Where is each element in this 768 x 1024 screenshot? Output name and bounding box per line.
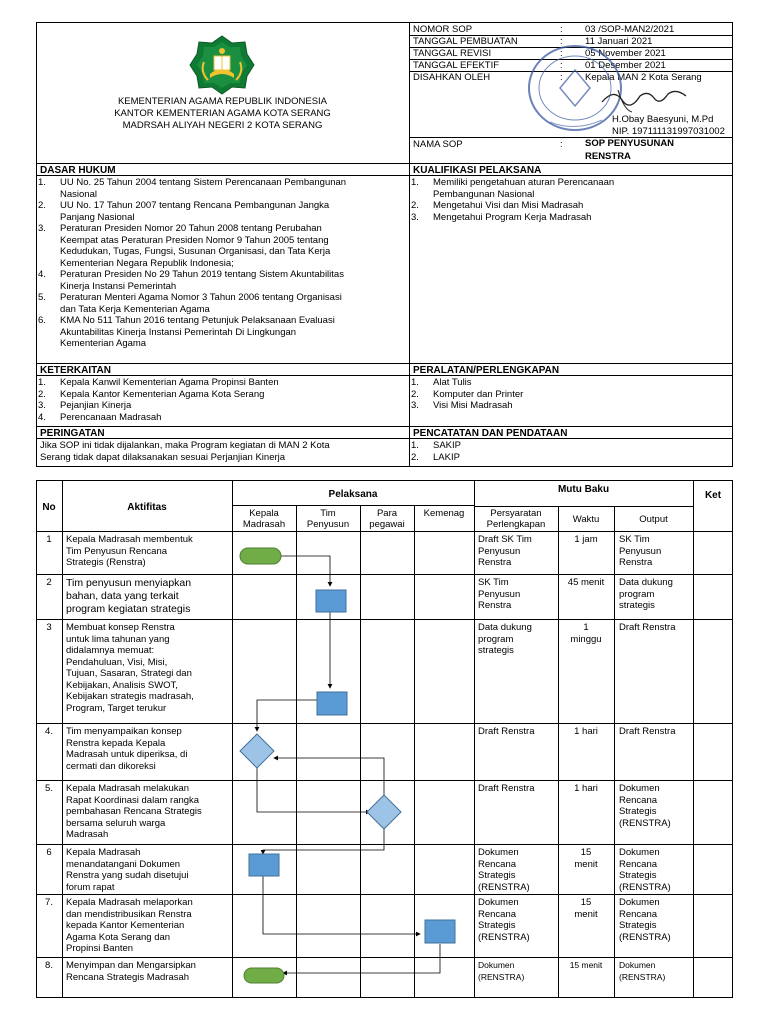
row-persyaratan: [478, 577, 558, 612]
row-persyaratan-line: Strategis: [478, 920, 516, 931]
peralatan-title: PERALATAN/PERLENGKAPAN: [413, 365, 560, 376]
list-item-line: KMA No 511 Tahun 2016 tentang Petunjuk Pelaksanaan Evaluasi: [60, 315, 335, 326]
process-shape-step6: [249, 854, 279, 876]
kualifikasi-title: KUALIFIKASI PELAKSANA: [413, 165, 542, 176]
row-waktu: [558, 897, 614, 920]
list-item-number: 2.: [38, 200, 46, 211]
row-waktu: [558, 783, 614, 795]
row-activity: [66, 960, 230, 983]
list-item-number: 2.: [411, 388, 419, 400]
row-activity: [66, 622, 230, 714]
row-output-line: Strategis: [619, 920, 657, 931]
row-number: 2: [46, 577, 52, 588]
signature: [598, 82, 690, 116]
list-item-number: 4.: [38, 411, 46, 423]
row-persyaratan-line: SK Tim: [478, 577, 509, 588]
list-item-text: LAKIP: [433, 451, 460, 463]
row-number: 3: [46, 622, 52, 633]
peralatan-list: [409, 377, 709, 412]
dasar-hukum-title: DASAR HUKUM: [40, 165, 116, 176]
row-persyaratan: [478, 960, 558, 983]
process-shape-step3: [317, 692, 347, 715]
row-number: 1: [46, 534, 52, 545]
col-header-para-line: pegawai: [369, 519, 405, 530]
row-output-line: Rencana: [619, 858, 658, 870]
row-number: 5.: [45, 783, 53, 794]
row-persyaratan-line: program: [478, 633, 514, 645]
list-item-number: 4.: [38, 269, 46, 280]
list-item-text: Pejanjian Kinerja: [60, 400, 132, 411]
row-persyaratan-line: Rencana: [478, 908, 517, 920]
col-header-para: [360, 508, 414, 530]
row-persyaratan-line: Draft Renstra: [478, 726, 535, 737]
peringatan-line: Serang tidak dapat dilaksanakan sesuai Perjanjian Kinerja: [40, 451, 286, 463]
meta-value-nomor: 03 /SOP-MAN2/2021: [585, 24, 675, 35]
col-header-kepala: [232, 508, 296, 530]
row-activity-line: Tim Penyusun Rencana: [66, 545, 168, 557]
list-item-line: Mengetahui Program Kerja Madrasah: [433, 211, 592, 223]
row-activity-line: Agama Kota Serang dan: [66, 931, 171, 943]
list-item-line: Peraturan Menteri Agama Nomor 3 Tahun 2006 tentang Organisasi: [60, 292, 342, 303]
list-item-text: Kepala Kanwil Kementerian Agama Propinsi Banten: [60, 377, 279, 388]
list-item: [36, 400, 406, 412]
list-item: [36, 223, 406, 269]
row-persyaratan-line: strategis: [478, 645, 514, 656]
col-header-persyaratan-line: Persyaratan: [490, 508, 542, 519]
row-output: [619, 897, 693, 943]
row-output: [619, 847, 693, 893]
row-waktu-line: 1 jam: [574, 534, 598, 545]
row-waktu: [558, 577, 614, 589]
row-activity-line: Madrasah untuk diperiksa, di: [66, 749, 188, 760]
meta-value-disahkan: Kepala MAN 2 Kota Serang: [585, 72, 702, 83]
row-activity-line: Kepala Madrasah: [66, 847, 141, 858]
col-header-output: Output: [639, 514, 668, 525]
row-persyaratan-line: Penyusun: [478, 588, 521, 600]
row-activity-line: Kepala Madrasah melakukan: [66, 783, 190, 794]
list-item-number: 1.: [38, 177, 46, 188]
row-waktu-line: menit: [574, 908, 598, 920]
row-activity: [66, 534, 230, 569]
list-item-text: SAKIP: [433, 440, 461, 451]
list-item: [36, 377, 406, 389]
dasar-hukum-list: [36, 177, 406, 350]
row-waktu: [558, 960, 614, 972]
row-output-line: (RENSTRA): [619, 817, 671, 829]
col-header-kemenag: Kemenag: [423, 508, 465, 519]
col-header-kepala-line: Madrasah: [242, 519, 286, 530]
row-activity-line: program kegiatan strategis: [66, 603, 191, 615]
row-activity-line: Kepala Madrasah membentuk: [66, 534, 193, 545]
row-output-line: Dokumen: [619, 847, 660, 858]
row-waktu-line: 15: [580, 897, 592, 908]
row-persyaratan-line: (RENSTRA): [478, 881, 530, 893]
row-activity-line: pembahasan Rencana Strategis: [66, 806, 202, 817]
list-item: [409, 212, 659, 224]
list-item-number: 1.: [411, 440, 419, 451]
row-waktu: [558, 622, 614, 645]
col-header-pelaksana: Pelaksana: [328, 489, 378, 500]
row-waktu: [558, 534, 614, 546]
row-waktu-line: 15 menit: [569, 960, 603, 970]
row-activity-line: bahan, data yang terkait: [66, 590, 179, 602]
row-activity-line: Madrasah: [66, 829, 109, 840]
list-item-line: Pembangunan Nasional: [433, 188, 535, 200]
list-item-number: 3.: [411, 211, 419, 223]
row-output: [619, 960, 693, 983]
meta-sep: :: [560, 72, 563, 83]
list-item: [36, 200, 406, 223]
list-item: [36, 177, 406, 200]
list-item-line: Nasional: [60, 188, 97, 200]
row-activity-line: Tim penyusun menyiapkan: [66, 577, 192, 589]
row-waktu-line: 45 menit: [567, 577, 605, 588]
list-item: [36, 315, 406, 350]
row-persyaratan: [478, 783, 558, 795]
list-item-text: Kepala Kantor Kementerian Agama Kota Serang: [60, 388, 265, 400]
keterkaitan-list: [36, 377, 406, 423]
row-activity-line: menandatangani Dokumen: [66, 858, 181, 870]
list-item-line: Memiliki pengetahuan aturan Perencanaan: [433, 177, 615, 188]
list-item-text: Alat Tulis: [433, 377, 472, 388]
list-item-line: Panjang Nasional: [60, 211, 135, 223]
list-item-line: Mengetahui Visi dan Misi Madrasah: [433, 200, 584, 211]
row-output-line: Dokumen: [619, 897, 660, 908]
col-header-tim-line: Penyusun: [306, 519, 350, 530]
row-output-line: (RENSTRA): [619, 971, 666, 982]
row-activity-line: Rapat Koordinasi dalam rangka: [66, 794, 200, 806]
row-activity-line: Kepala Madrasah melaporkan: [66, 897, 193, 908]
list-item-line: Kementerian Agama: [60, 338, 147, 349]
list-item-text: Komputer dan Printer: [433, 388, 524, 400]
meta-label-efektif: TANGGAL EFEKTIF: [413, 60, 500, 71]
row-activity-line: Program, Target terukur: [66, 702, 167, 714]
row-persyaratan-line: Dokumen: [478, 847, 519, 858]
nama-sop-value-1: SOP PENYUSUNAN: [585, 138, 675, 149]
list-item-line: Peraturan Presiden Nomor 20 Tahun 2008 tentang Perubahan: [60, 223, 322, 234]
col-header-waktu: Waktu: [572, 514, 600, 525]
list-item-line: Kinerja Instansi Pemerintah: [60, 280, 177, 292]
row-output-line: (RENSTRA): [619, 881, 671, 893]
list-item-number: 3.: [38, 400, 46, 411]
col-header-kepala-line: Kepala: [249, 508, 279, 519]
process-shape-step2: [316, 590, 346, 612]
list-item: [409, 400, 709, 412]
list-item-number: 3.: [411, 400, 419, 411]
col-header-mutu: Mutu Baku: [557, 484, 610, 495]
list-item: [409, 177, 659, 200]
col-header-persyaratan-line: Perlengkapan: [486, 519, 546, 530]
decision-shape-step5: [367, 795, 401, 829]
row-persyaratan-line: Draft SK Tim: [478, 534, 532, 545]
list-item-text: Visi Misi Madrasah: [433, 400, 513, 411]
row-output-line: Strategis: [619, 870, 657, 881]
row-persyaratan-line: Renstra: [478, 557, 512, 568]
list-item-number: 2.: [411, 451, 419, 463]
org-line-school: MADRSAH ALIYAH NEGERI 2 KOTA SERANG: [122, 120, 323, 131]
meta-label-nomor: NOMOR SOP: [413, 24, 473, 35]
row-output-line: (RENSTRA): [619, 931, 671, 943]
row-activity-line: Tim menyampaikan konsep: [66, 726, 182, 737]
list-item-line: dan Tata Kerja Kementerian Agama: [60, 303, 210, 315]
row-number: 4.: [45, 726, 53, 737]
row-waktu-line: 1: [583, 622, 589, 633]
list-item-number: 2.: [411, 200, 419, 211]
row-activity-line: Pendahuluan, Visi, Misi,: [66, 656, 168, 668]
row-output: [619, 783, 693, 829]
list-item-number: 5.: [38, 292, 46, 303]
row-waktu-line: 1 hari: [574, 726, 598, 737]
row-persyaratan-line: Rencana: [478, 858, 517, 870]
terminal-start-shape: [240, 548, 281, 564]
row-activity-line: Propinsi Banten: [66, 943, 134, 954]
decision-shape-step4: [240, 734, 274, 768]
col-header-para-line: Para: [376, 508, 398, 519]
meta-label-revisi: TANGGAL REVISI: [413, 48, 492, 59]
row-persyaratan-line: (RENSTRA): [478, 971, 525, 982]
row-activity-line: Renstra yang sudah disetujui: [66, 870, 189, 881]
list-item-number: 6.: [38, 315, 46, 326]
row-activity-line: cermati dan dikoreksi: [66, 760, 156, 772]
list-item: [36, 389, 406, 401]
row-activity-line: bersama seluruh warga: [66, 817, 166, 829]
terminal-end-shape: [244, 968, 284, 983]
keterkaitan-title: KETERKAITAN: [40, 365, 111, 376]
peringatan-text: [40, 440, 406, 463]
row-output-line: program: [619, 588, 655, 600]
row-activity: [66, 783, 230, 841]
row-output: [619, 622, 693, 634]
meta-value-revisi: 05 November 2021: [585, 48, 666, 59]
col-header-persyaratan: [474, 508, 558, 530]
row-activity-line: Membuat konsep Renstra: [66, 622, 175, 633]
meta-sep: :: [560, 36, 563, 47]
row-output-line: Draft Renstra: [619, 622, 676, 633]
row-waktu-line: 15: [580, 847, 592, 858]
row-activity: [66, 726, 230, 772]
row-waktu: [558, 847, 614, 870]
row-activity: [66, 847, 230, 893]
row-waktu: [558, 726, 614, 738]
list-item-number: 1.: [411, 177, 419, 188]
row-persyaratan-line: Penyusun: [478, 545, 521, 557]
row-number: 6: [46, 847, 52, 858]
row-output-line: Strategis: [619, 806, 657, 817]
list-item-line: Peraturan Presiden No 29 Tahun 2019 tentang Sistem Akuntabilitas: [60, 269, 344, 280]
row-output-line: Rencana: [619, 794, 658, 806]
list-item-number: 2.: [38, 388, 46, 400]
row-output: [619, 726, 693, 738]
meta-sep: :: [560, 139, 563, 150]
list-item-number: 1.: [38, 377, 46, 388]
row-output: [619, 577, 693, 612]
row-output-line: Renstra: [619, 557, 653, 568]
list-item: [36, 269, 406, 292]
nama-sop-value-2: RENSTRA: [585, 151, 631, 162]
row-activity-line: didalamnya memuat:: [66, 645, 155, 656]
list-item-text: Perencanaan Madrasah: [60, 411, 162, 423]
peringatan-line: Jika SOP ini tidak dijalankan, maka Program kegiatan di MAN 2 Kota: [40, 440, 330, 451]
meta-sep: :: [560, 48, 563, 59]
list-item: [36, 412, 406, 424]
row-waktu-line: 1 hari: [574, 783, 598, 794]
row-activity-line: Menyimpan dan Mengarsipkan: [66, 960, 196, 971]
row-persyaratan: [478, 897, 558, 943]
row-activity-line: Rencana Strategis Madrasah: [66, 971, 190, 983]
meta-label-pembuatan: TANGGAL PEMBUATAN: [413, 36, 518, 47]
meta-sep: :: [560, 24, 563, 35]
row-waktu-line: menit: [574, 858, 598, 870]
row-persyaratan-line: Dokumen: [478, 960, 515, 970]
flow-connectors: [257, 556, 440, 973]
row-persyaratan-line: Data dukung: [478, 622, 532, 633]
list-item: [409, 452, 709, 464]
list-item-number: 1.: [411, 377, 419, 388]
row-output-line: Draft Renstra: [619, 726, 676, 737]
row-output-line: Penyusun: [619, 545, 662, 557]
row-persyaratan-line: Renstra: [478, 600, 512, 611]
row-output-line: SK Tim: [619, 534, 650, 545]
row-persyaratan-line: Strategis: [478, 870, 516, 881]
list-item-line: Kementerian Negara Republik Indonesia;: [60, 257, 234, 269]
col-header-tim-line: Tim: [320, 508, 336, 519]
row-persyaratan: [478, 534, 558, 569]
row-waktu-line: minggu: [570, 633, 602, 645]
row-persyaratan-line: (RENSTRA): [478, 931, 530, 943]
row-activity: [66, 577, 230, 616]
process-shape-step7: [425, 920, 455, 943]
row-persyaratan: [478, 847, 558, 893]
row-persyaratan-line: Dokumen: [478, 897, 519, 908]
list-item-line: Kedudukan, Tugas, Fungsi, Susunan Organisasi, dan Tata Kerja: [60, 246, 331, 257]
nama-sop-label: NAMA SOP: [413, 139, 463, 150]
row-activity-line: Strategis (Renstra): [66, 557, 146, 568]
list-item: [409, 389, 709, 401]
col-header-no: No: [42, 502, 56, 513]
row-activity-line: Tujuan, Sasaran, Strategi dan: [66, 668, 192, 679]
signer-nip: NIP. 197111131997031002: [612, 126, 725, 137]
row-persyaratan: [478, 726, 558, 738]
list-item-line: Akuntabilitas Kinerja Instansi Pemerintah Di Lingkungan: [60, 326, 297, 338]
list-item: [36, 292, 406, 315]
row-activity: [66, 897, 230, 955]
org-line-ministry: KEMENTERIAN AGAMA REPUBLIK INDONESIA: [117, 96, 328, 107]
meta-value-efektif: 01 Desember 2021: [585, 60, 666, 71]
row-output-line: Rencana: [619, 908, 658, 920]
pencatatan-title: PENCATATAN DAN PENDATAAN: [413, 428, 568, 439]
row-output: [619, 534, 693, 569]
col-header-tim: [296, 508, 360, 530]
kualifikasi-list: [409, 177, 659, 223]
meta-label-disahkan: DISAHKAN OLEH: [413, 72, 491, 83]
row-activity-line: dan mendistribusikan Renstra: [66, 908, 192, 920]
row-activity-line: untuk lima tahunan yang: [66, 633, 170, 645]
signer-name: H.Obay Baesyuni, M.Pd: [612, 114, 714, 125]
list-item: [409, 440, 709, 452]
row-activity-line: kepada Kantor Kementerian: [66, 920, 185, 931]
org-line-office: KANTOR KEMENTERIAN AGAMA KOTA SERANG: [114, 108, 331, 119]
list-item-line: UU No. 25 Tahun 2004 tentang Sistem Perencanaan Pembangunan: [60, 177, 347, 188]
row-activity-line: Kebijakan, Analisis SWOT,: [66, 679, 178, 691]
row-persyaratan: [478, 622, 558, 657]
col-header-ket: Ket: [704, 490, 722, 501]
kemenag-logo: [188, 34, 256, 96]
row-activity-line: Renstra kepada Kepala: [66, 737, 166, 749]
list-item-line: UU No. 17 Tahun 2007 tentang Rencana Pembangunan Jangka: [60, 200, 330, 211]
row-output-line: strategis: [619, 600, 655, 611]
row-activity-line: forum rapat: [66, 881, 115, 893]
peringatan-title: PERINGATAN: [40, 428, 105, 439]
row-activity-line: Kebijakan strategis madrasah,: [66, 691, 194, 702]
row-output-line: Data dukung: [619, 577, 673, 588]
list-item: [409, 200, 659, 212]
row-persyaratan-line: Draft Renstra: [478, 783, 535, 794]
col-header-aktifitas: Aktifitas: [127, 502, 167, 513]
meta-value-pembuatan: 11 Januari 2021: [585, 36, 653, 47]
row-number: 7.: [45, 897, 53, 908]
meta-sep: :: [560, 60, 563, 71]
list-item-number: 3.: [38, 223, 46, 234]
list-item-line: Keempat atas Peraturan Presiden Nomor 9 Tahun 2005 tentang: [60, 234, 329, 246]
list-item: [409, 377, 709, 389]
row-output-line: Dokumen: [619, 783, 660, 794]
row-output-line: Dokumen: [619, 960, 656, 970]
row-number: 8.: [45, 960, 53, 971]
pencatatan-list: [409, 440, 709, 463]
org-name-block: [40, 96, 405, 132]
